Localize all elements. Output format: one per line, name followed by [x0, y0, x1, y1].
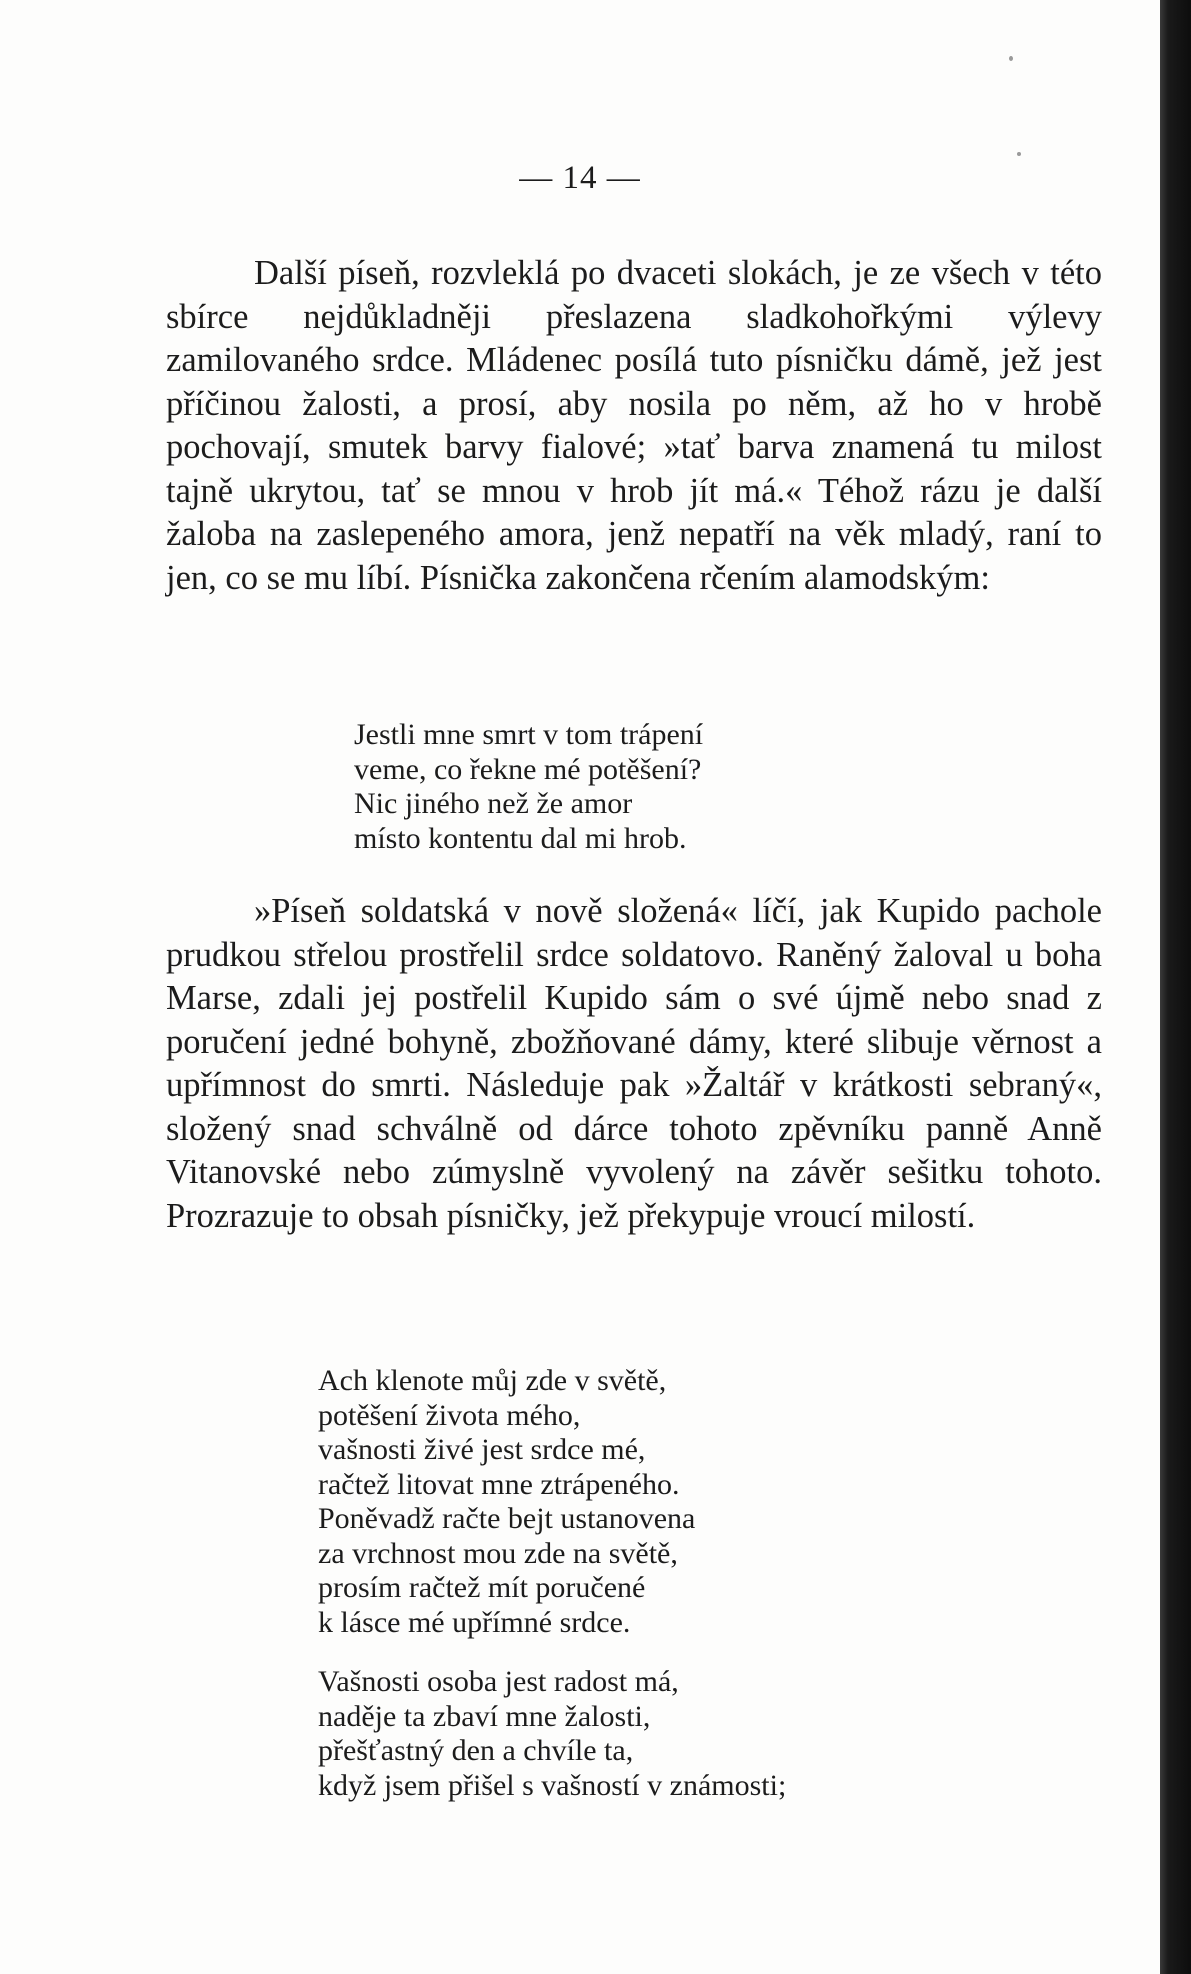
verse-line: za vrchnost mou zde na světě, — [318, 1536, 678, 1570]
verse-line: potěšení života mého, — [318, 1398, 581, 1432]
verse-line: veme, co řekne mé potěšení? — [354, 752, 702, 786]
paragraph-1 — [166, 252, 1102, 600]
verse-line: Jestli mne smrt v tom trápení — [354, 718, 704, 751]
paper-speck — [1009, 56, 1013, 61]
verse-stanza-3 — [318, 1665, 786, 1803]
page-number: — 14 — — [519, 160, 641, 196]
verse-line: račtež litovat mne ztrápeného. — [318, 1467, 680, 1501]
verse-line: prosím račtež mít poručené — [318, 1571, 646, 1604]
paper-speck — [1017, 152, 1021, 156]
verse-line: Nic jiného než že amor — [354, 787, 633, 820]
verse-line: když jsem přišel s vašností v známosti; — [318, 1768, 787, 1802]
verse-stanza-2 — [318, 1364, 695, 1640]
verse-line: Vašnosti osoba jest radost má, — [318, 1665, 679, 1698]
paragraph-1-text: Další píseň, rozvleklá po dvaceti slokách, je ze všech v této sbírce nejdůkladněji přeslazena sladkohořkými výlevy zamilovaného srdce. Mládenec posílá tuto písničku dámě, jež jest příčinou žalosti, a prosí, aby nosila po něm, až ho v hrobě pochovají, smutek barvy fialové; »tať barva znamená tu milost tajně ukrytou, tať se mnou v hrob jít má.« Téhož rázu je další žaloba na zaslepeného amora, jenž nepatří na věk mladý, raní to jen, co se mu líbí. Písnička zakončena rčením alamodským: — [166, 254, 1102, 597]
verse-line: k lásce mé upřímné srdce. — [318, 1605, 631, 1639]
verse-line: naděje ta zbaví mne žalosti, — [318, 1699, 651, 1733]
verse-line: Poněvadž račte bejt ustanovena — [318, 1502, 696, 1535]
verse-stanza-1 — [354, 718, 703, 856]
verse-line: vašnosti živé jest srdce mé, — [318, 1433, 646, 1466]
paragraph-2 — [166, 890, 1102, 1238]
paragraph-2-text: »Píseň soldatská v nově složená« líčí, jak Kupido pachole prudkou střelou prostřelil srdce soldatovo. Raněný žaloval u boha Marse, zdali jej postřelil Kupido sám o své újmě nebo snad z poručení jedné bohyně, zbožňované dámy, které slibuje věrnost a upřímnost do smrti. Následuje pak »Žaltář v krátkosti sebraný«, složený snad schválně od dárce tohoto zpěvníku panně Anně Vitanovské nebo zúmyslně vyvolený na závěr sešitku tohoto. Prozrazuje to obsah písničky, jež překypuje vroucí milostí. — [166, 892, 1102, 1235]
page-edge-shadow — [1160, 0, 1191, 1974]
verse-line: Ach klenote můj zde v světě, — [318, 1364, 667, 1397]
verse-line: místo kontentu dal mi hrob. — [354, 821, 687, 855]
verse-line: přešťastný den a chvíle ta, — [318, 1734, 634, 1767]
